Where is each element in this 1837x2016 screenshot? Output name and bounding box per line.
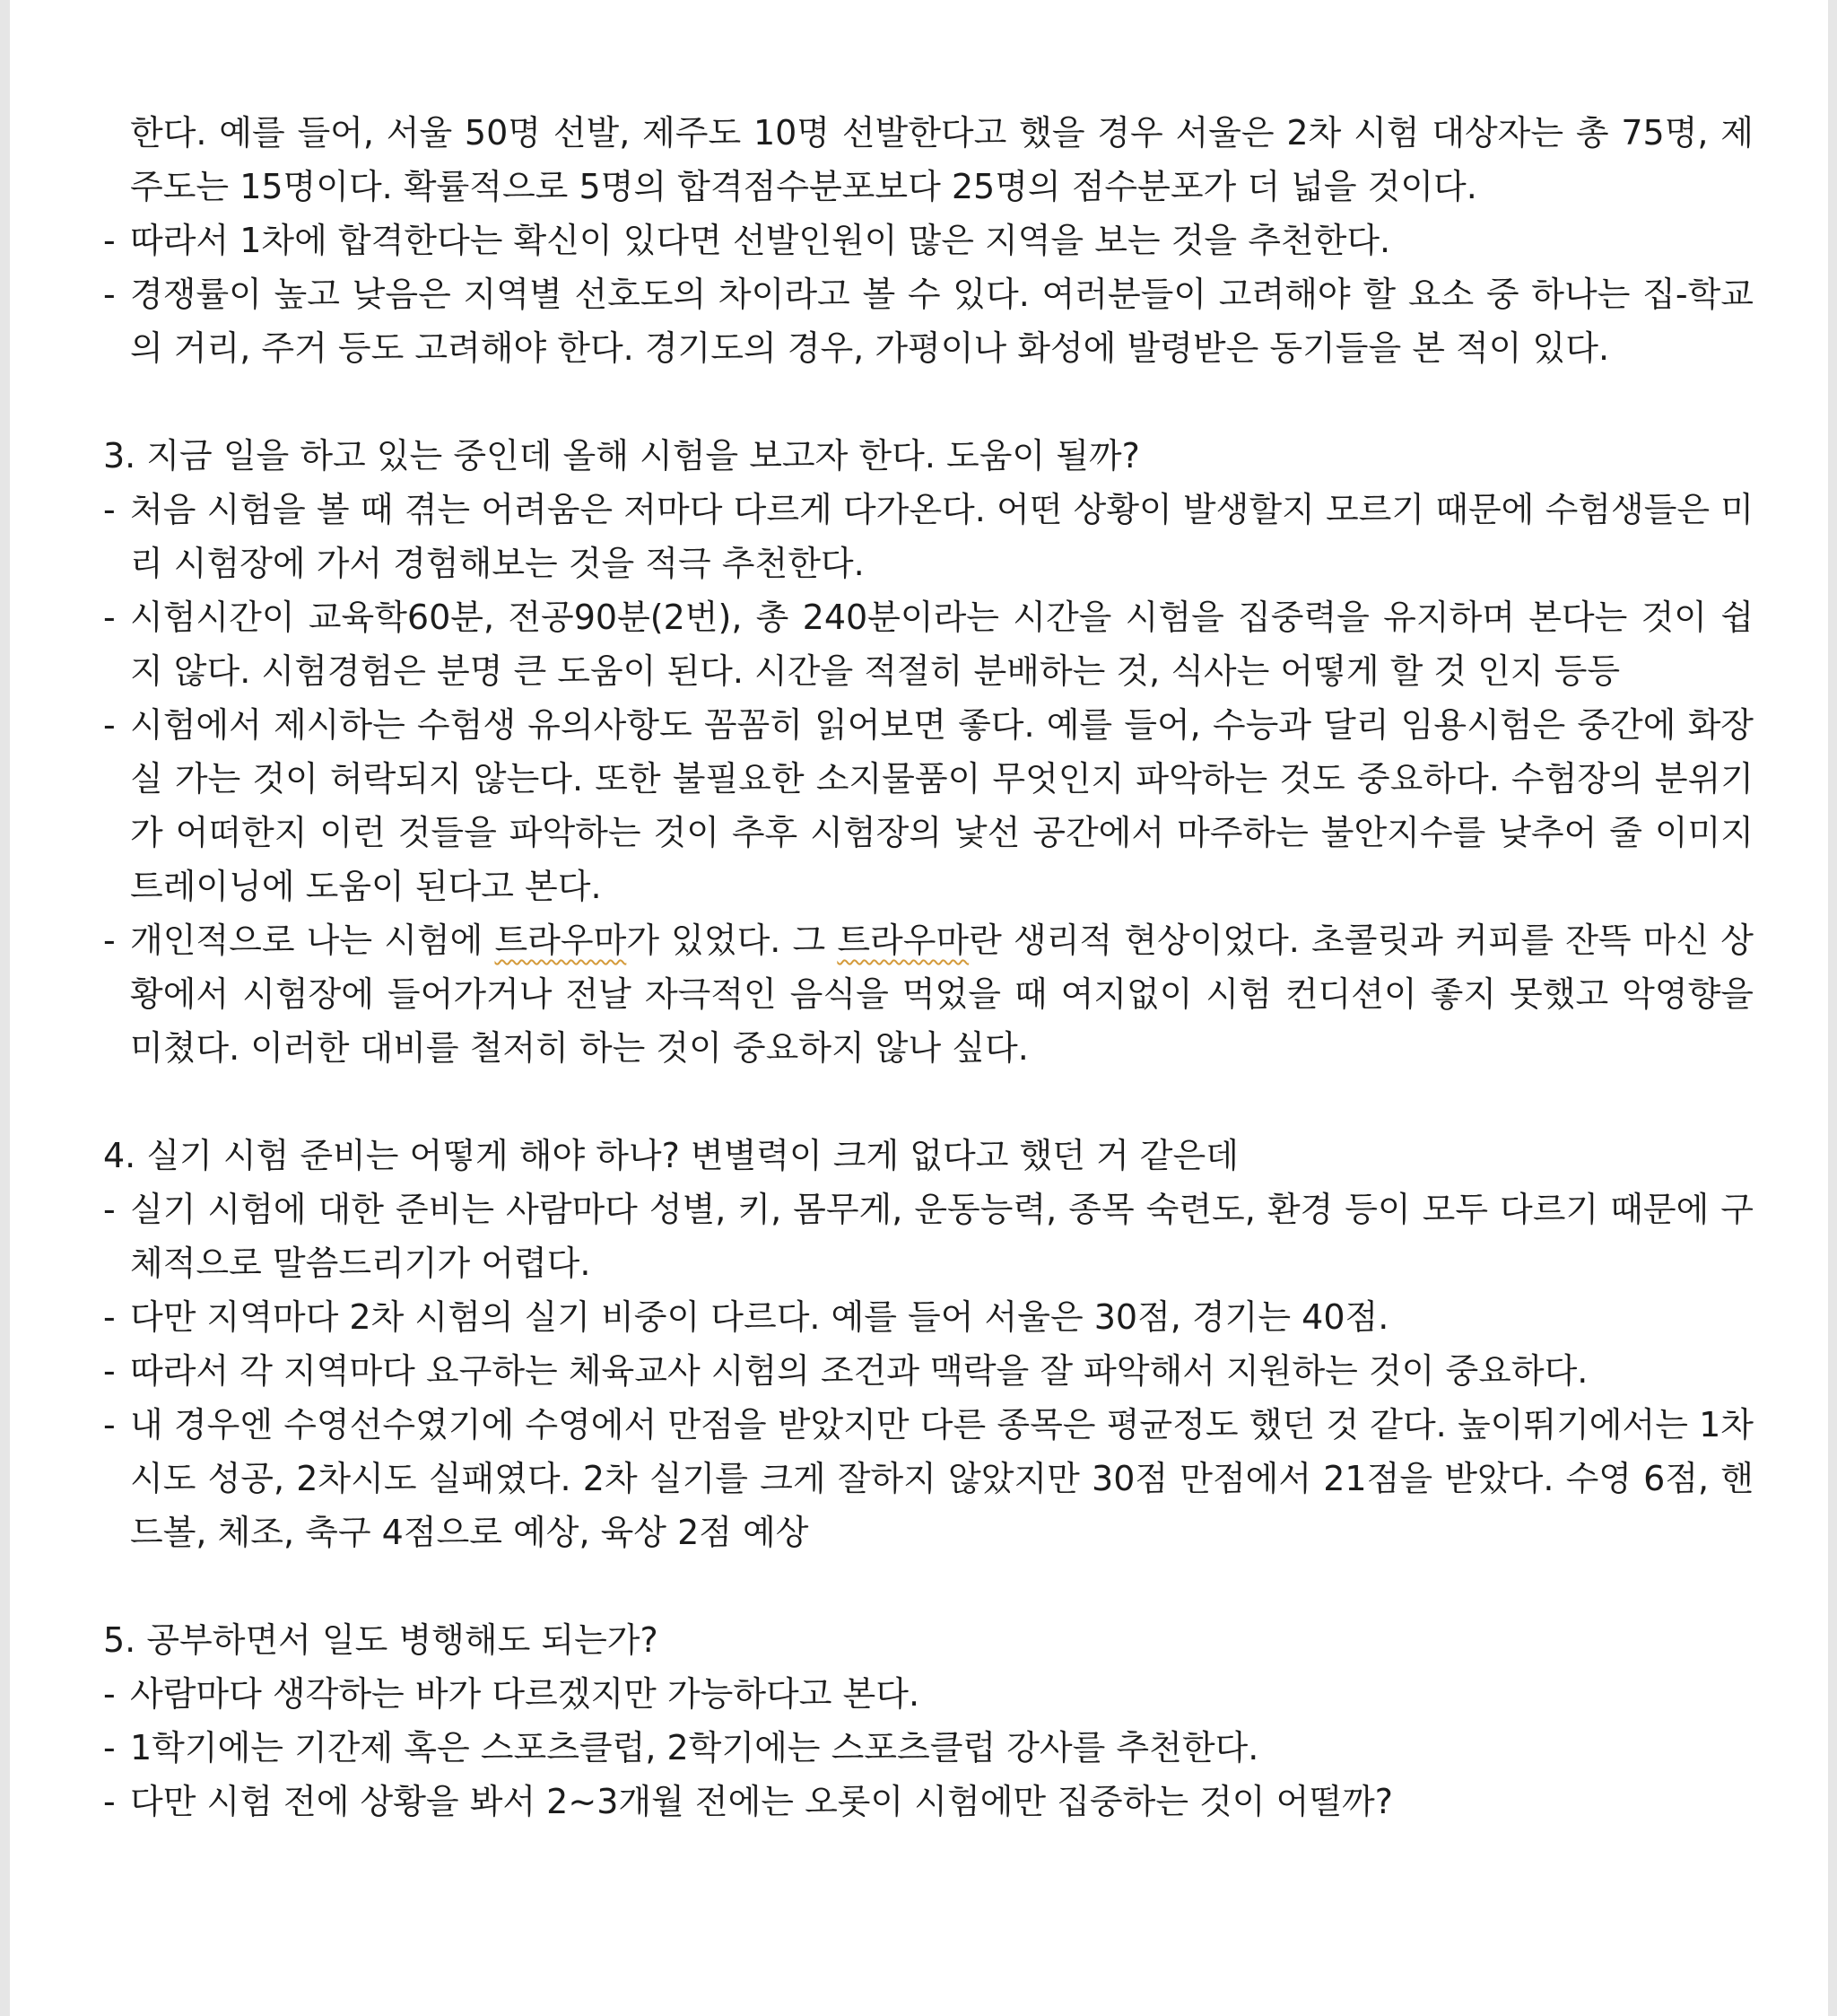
bullet-dash: - (103, 1728, 116, 1767)
list-item-text: 시험시간이 교육학60분, 전공90분(2번), 총 240분이라는 시간을 시험을 집중력을 유지하며 본다는 것이 쉽지 않다. 시험경험은 분명 큰 도움이 된다. 시간을 적절히 분배하는 것, 식사는 어떻게 할 것 인지 등등 (130, 598, 1754, 691)
list-item-text: 따라서 각 지역마다 요구하는 체육교사 시험의 조건과 맥락을 잘 파악해서 지원하는 것이 중요하다. (130, 1351, 1589, 1391)
intro-text: 한다. 예를 들어, 서울 50명 선발, 제주도 10명 선발한다고 했을 경우 서울은 2차 시험 대상자는 총 75명, 제주도는 15명이다. 확률적으로 5명의 합격점수분포보다 25명의 점수분포가 더 넓을 것이다. (130, 113, 1754, 206)
bullet-dash: - (103, 598, 116, 637)
document-body (94, 106, 1754, 1828)
list-item-text: 1학기에는 기간제 혹은 스포츠클럽, 2학기에는 스포츠클럽 강사를 추천한다. (130, 1728, 1259, 1767)
list-item (94, 214, 1754, 267)
list-item-text: 처음 시험을 볼 때 겪는 어려움은 저마다 다르게 다가온다. 어떤 상황이 발생할지 모르기 때문에 수험생들은 미리 시험장에 가서 경험해보는 것을 적극 추천한다. (130, 490, 1754, 583)
list-item (94, 1290, 1754, 1344)
list-item-text: 따라서 1차에 합격한다는 확신이 있다면 선발인원이 많은 지역을 보는 것을 추천한다. (130, 221, 1391, 260)
bullet-dash: - (103, 1405, 116, 1444)
list-item-text: 개인적으로 나는 시험에 트라우마가 있었다. 그 트라우마란 생리적 현상이었다. 초콜릿과 커피를 잔뜩 마신 상황에서 시험장에 들어가거나 전날 자극적인 음식을 먹었을 때 여지없이 시험 컨디션이 좋지 못했고 악영향을 미쳤다. 이러한 대비를 철저히 하는 것이 중요하지 않나 싶다. (130, 921, 1754, 1068)
bullet-dash: - (103, 275, 116, 314)
intro-paragraph (94, 106, 1754, 214)
list-item (94, 1721, 1754, 1775)
bullet-dash: - (103, 1782, 116, 1821)
spellcheck-underline: 트라우마 (494, 921, 627, 960)
spellcheck-underline: 트라우마 (837, 921, 970, 960)
bullet-dash: - (103, 1351, 116, 1391)
list-item-text: 사람마다 생각하는 바가 다르겠지만 가능하다고 본다. (130, 1674, 920, 1714)
list-item (94, 267, 1754, 375)
list-item (94, 1667, 1754, 1721)
bullet-dash: - (103, 1674, 116, 1714)
bullet-dash: - (103, 221, 116, 260)
list-item-text: 경쟁률이 높고 낮음은 지역별 선호도의 차이라고 볼 수 있다. 여러분들이 고려해야 할 요소 중 하나는 집-학교의 거리, 주거 등도 고려해야 한다. 경기도의 경우, 가평이나 화성에 발령받은 동기들을 본 적이 있다. (130, 275, 1754, 368)
list-item (94, 1775, 1754, 1828)
list-item-text: 실기 시험에 대한 준비는 사람마다 성별, 키, 몸무게, 운동능력, 종목 숙련도, 환경 등이 모두 다르기 때문에 구체적으로 말씀드리기가 어렵다. (130, 1190, 1754, 1283)
document-page (10, 0, 1828, 2016)
list-item-text: 다만 시험 전에 상황을 봐서 2~3개월 전에는 오롯이 시험에만 집중하는 것이 어떨까? (130, 1782, 1393, 1821)
list-item (94, 483, 1754, 590)
list-item (94, 1398, 1754, 1559)
bullet-dash: - (103, 490, 116, 529)
list-item (94, 913, 1754, 1075)
list-item (94, 590, 1754, 698)
bullet-dash: - (103, 1190, 116, 1229)
list-item-text: 다만 지역마다 2차 시험의 실기 비중이 다르다. 예를 들어 서울은 30점, 경기는 40점. (130, 1297, 1389, 1337)
bullet-dash: - (103, 921, 116, 960)
list-item (94, 1183, 1754, 1290)
list-item-text: 시험에서 제시하는 수험생 유의사항도 꼼꼼히 읽어보면 좋다. 예를 들어, 수능과 달리 임용시험은 중간에 화장실 가는 것이 허락되지 않는다. 또한 불필요한 소지물품이 무엇인지 파악하는 것도 중요하다. 수험장의 분위기가 어떠한지 이런 것들을 파악하는 것이 추후 시험장의 낯선 공간에서 마주하는 불안지수를 낮추어 줄 이미지트레이닝에 도움이 된다고 본다. (130, 705, 1754, 906)
list-item-text: 내 경우엔 수영선수였기에 수영에서 만점을 받았지만 다른 종목은 평균정도 했던 것 같다. 높이뛰기에서는 1차 시도 성공, 2차시도 실패였다. 2차 실기를 크게 잘하지 않았지만 30점 만점에서 21점을 받았다. 수영 6점, 핸드볼, 체조, 축구 4점으로 예상, 육상 2점 예상 (130, 1405, 1754, 1552)
list-item (94, 1344, 1754, 1398)
bullet-dash: - (103, 705, 116, 745)
bullet-dash: - (103, 1297, 116, 1337)
section-heading-4: 4. 실기 시험 준비는 어떻게 해야 하나? 변별력이 크게 없다고 했던 거 같은데 (103, 1136, 1239, 1175)
section-heading-5: 5. 공부하면서 일도 병행해도 되는가? (103, 1620, 658, 1660)
section-heading-3: 3. 지금 일을 하고 있는 중인데 올해 시험을 보고자 한다. 도움이 될까? (103, 436, 1140, 476)
list-item (94, 698, 1754, 913)
